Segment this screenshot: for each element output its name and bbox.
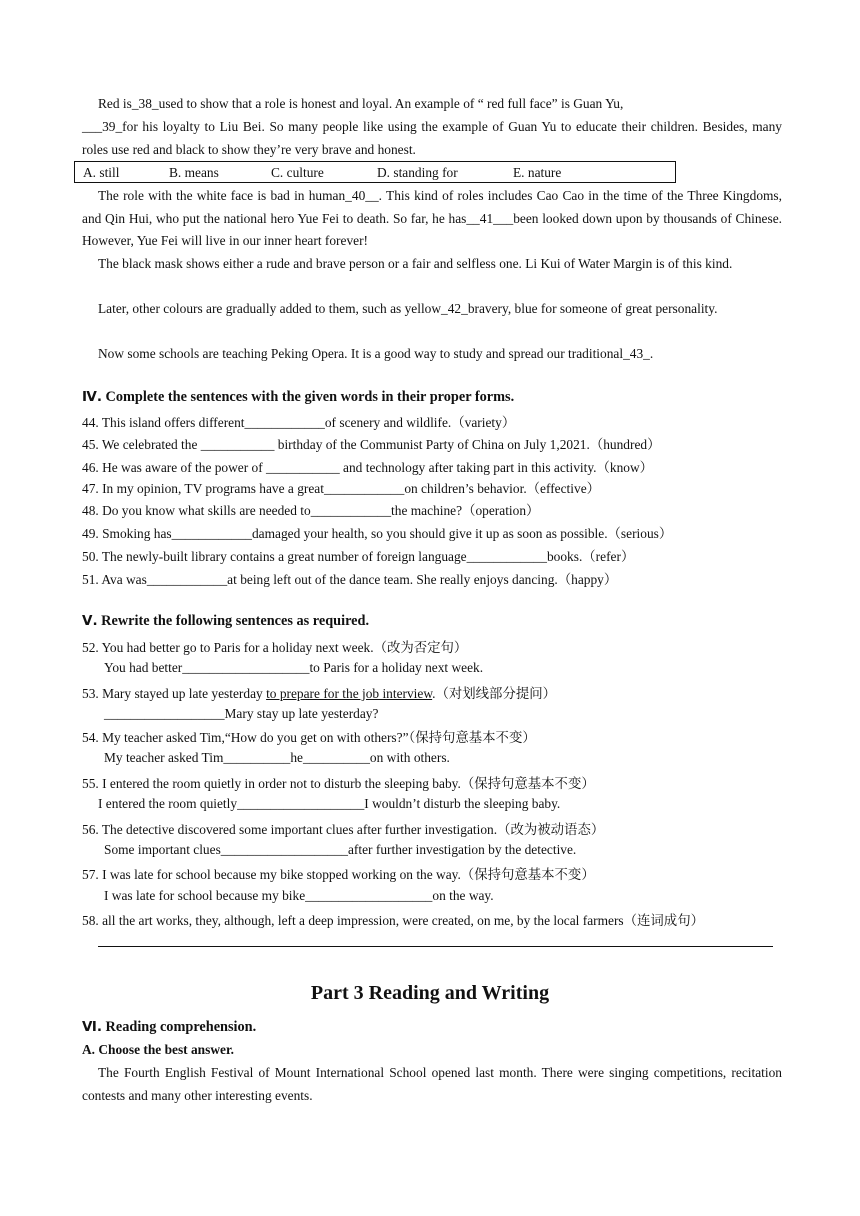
answer-56: Some important clues___________________after further investigation by the detective. xyxy=(104,842,577,857)
question-46: 46. He was aware of the power of ___________ and technology after taking part in this activity.（know） xyxy=(82,460,654,475)
question-54: 54. My teacher asked Tim,“How do you get on with others?”（保持句意基本不变） xyxy=(82,730,536,745)
question-53 xyxy=(82,683,556,702)
option-a: A. still xyxy=(83,165,120,180)
option-c: C. culture xyxy=(271,165,324,180)
option-b: B. means xyxy=(169,165,219,180)
question-52: 52. You had better go to Paris for a holiday next week.（改为否定句） xyxy=(82,640,468,655)
section-6-heading xyxy=(82,1019,256,1036)
section-5-heading xyxy=(82,613,369,630)
answer-52: You had better___________________to Paris for a holiday next week. xyxy=(104,660,484,675)
question-55: 55. I entered the room quietly in order not to disturb the sleeping baby.（保持句意基本不变） xyxy=(82,776,595,791)
passage-paragraph-1-line-2: ___39_for his loyalty to Liu Bei. So many people like using the example of Guan Yu to educate their children. Besides, many roles use red and black to show they’re very brave and honest. xyxy=(82,119,782,157)
question-50: 50. The newly-built library contains a great number of foreign language____________books.（refer） xyxy=(82,549,635,564)
section-4-heading xyxy=(82,389,514,406)
passage-paragraph-4: Later, other colours are gradually added to them, such as yellow_42_bravery, blue for someone of great personality. xyxy=(98,301,718,316)
passage-paragraph-3: The black mask shows either a rude and brave person or a fair and selfless one. Li Kui of Water Margin is of this kind. xyxy=(98,256,733,271)
option-e: E. nature xyxy=(513,165,562,180)
reading-paragraph-1: The Fourth English Festival of Mount International School opened last month. There were singing competitions, recitation contests and many other interesting events. xyxy=(82,1065,782,1103)
question-53-underlined: to prepare for the job interview xyxy=(266,686,433,701)
subsection-a-heading: A. Choose the best answer. xyxy=(82,1042,235,1057)
answer-53: __________________Mary stay up late yesterday? xyxy=(104,706,379,721)
answer-57: I was late for school because my bike___________________on the way. xyxy=(104,888,494,903)
question-48: 48. Do you know what skills are needed to____________the machine?（operation） xyxy=(82,503,540,518)
question-47: 47. In my opinion, TV programs have a great____________on children’s behavior.（effective） xyxy=(82,481,601,496)
passage-paragraph-5: Now some schools are teaching Peking Opera. It is a good way to study and spread our traditional_43_. xyxy=(98,346,654,361)
question-57: 57. I was late for school because my bike stopped working on the way.（保持句意基本不变） xyxy=(82,867,595,882)
answer-55: I entered the room quietly___________________I wouldn’t disturb the sleeping baby. xyxy=(98,796,561,811)
section-6-roman: Ⅵ. xyxy=(82,1019,102,1035)
question-56: 56. The detective discovered some important clues after further investigation.（改为被动语态） xyxy=(82,822,605,837)
section-5-roman: Ⅴ. xyxy=(82,613,98,629)
passage-paragraph-1-line-1: Red is_38_used to show that a role is honest and loyal. An example of “ red full face” is Guan Yu, xyxy=(98,96,624,111)
section-6-title: Reading comprehension. xyxy=(101,1019,257,1035)
question-49: 49. Smoking has____________damaged your health, so you should give it up as soon as possible.（serious） xyxy=(82,526,673,541)
section-4-roman: Ⅳ. xyxy=(82,389,102,405)
options-box xyxy=(74,161,676,183)
question-58: 58. all the art works, they, although, left a deep impression, were created, on me, by the local farmers（连词成句） xyxy=(82,913,704,928)
question-53-prefix: 53. Mary stayed up late yesterday xyxy=(82,686,267,701)
section-5-title: Rewrite the following sentences as required. xyxy=(97,613,370,629)
part-3-title: Part 3 Reading and Writing xyxy=(310,982,550,1004)
question-44: 44. This island offers different____________of scenery and wildlife.（variety） xyxy=(82,415,516,430)
question-53-suffix: .（对划线部分提问） xyxy=(432,686,557,701)
question-45: 45. We celebrated the ___________ birthday of the Communist Party of China on July 1,2021.（hundred） xyxy=(82,437,661,452)
section-4-title: Complete the sentences with the given words in their proper forms. xyxy=(101,389,515,405)
question-51: 51. Ava was____________at being left out of the dance team. She really enjoys dancing.（happy） xyxy=(82,572,618,587)
answer-58-line xyxy=(98,946,773,947)
answer-54: My teacher asked Tim__________he__________on with others. xyxy=(104,750,450,765)
passage-paragraph-2: The role with the white face is bad in human_40__. This kind of roles includes Cao Cao in the time of the Three Kingdoms, and Qin Hui, who put the national hero Yue Fei to death. So far, he has__41___been looked down upon by thousands of Chinese. However, Yue Fei will live in our inner heart forever! xyxy=(82,188,782,249)
option-d: D. standing for xyxy=(377,165,458,180)
